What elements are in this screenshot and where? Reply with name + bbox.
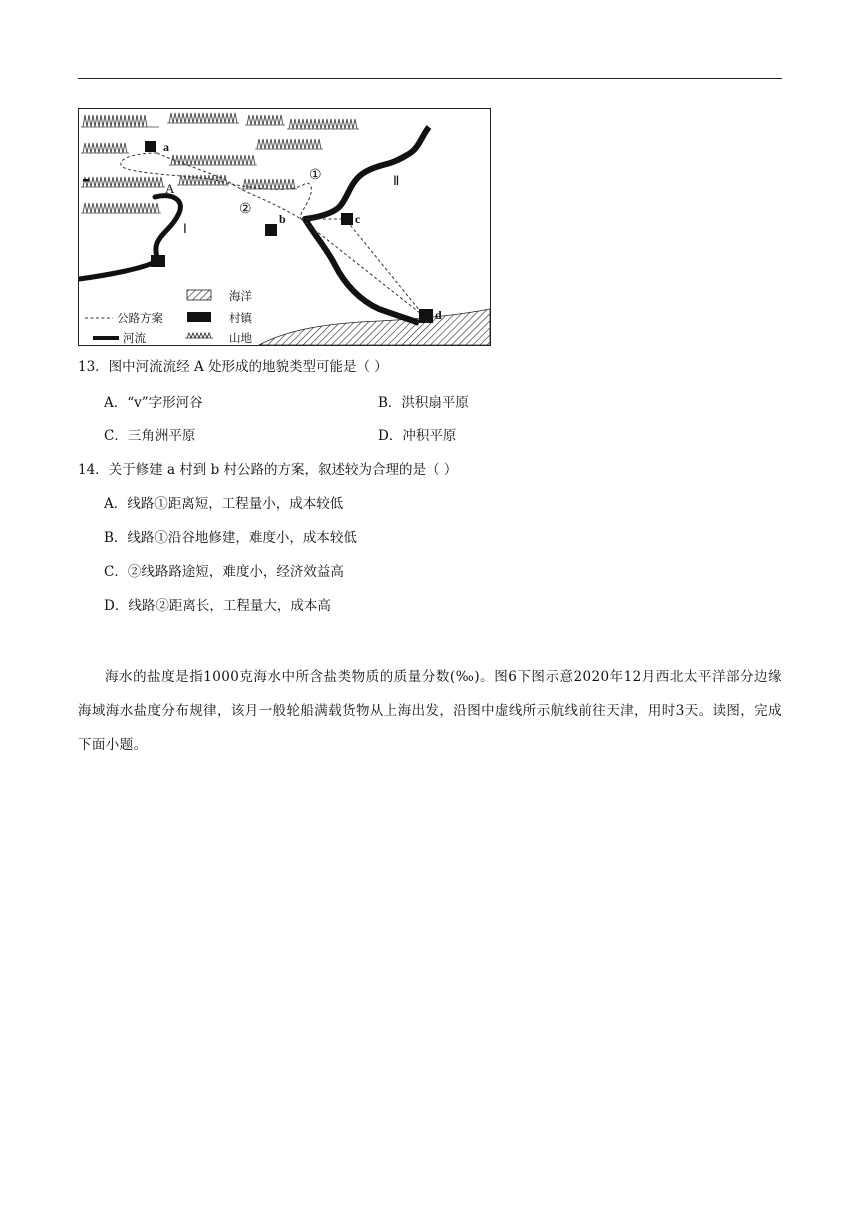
legend-road-label: 公路方案 xyxy=(117,313,163,325)
q13-option-c: C．三角洲平原 xyxy=(104,428,196,444)
label-region-2: Ⅱ xyxy=(393,173,400,188)
legend-village-label: 村镇 xyxy=(229,313,252,325)
question-13-stem: 13．图中河流流经 A 处形成的地貌类型可能是（ ） xyxy=(78,359,388,375)
salinity-passage-text: 海水的盐度是指1000克海水中所含盐类物质的质量分数(‰)。图6下图示意2020年12月西北太平洋部分边缘海域海水盐度分布规律，该月一般轮船满载货物从上海出发，沿图中虚线所示航线前往天津，用时3天。读图，完成下面小题。 xyxy=(78,669,782,753)
q14-option-d: D．线路②距离长，工程量大，成本高 xyxy=(104,598,331,614)
q14-option-b: B．线路①沿谷地修建，难度小，成本较低 xyxy=(104,530,357,546)
legend-river-label: 河流 xyxy=(123,333,146,345)
header-rule xyxy=(78,78,782,79)
label-region-1: Ⅰ xyxy=(183,221,187,236)
q13-option-b: B．洪积扇平原 xyxy=(378,395,469,411)
label-a: a xyxy=(163,140,169,154)
river-right xyxy=(305,127,429,323)
label-route-1: ① xyxy=(309,168,322,183)
legend-mountain-label: 山地 xyxy=(229,333,252,345)
salinity-passage xyxy=(78,660,782,762)
village-a xyxy=(145,141,156,152)
label-b: b xyxy=(279,212,286,226)
label-A: A xyxy=(165,181,175,196)
label-c: c xyxy=(355,212,361,226)
label-d: d xyxy=(435,308,442,322)
village-c xyxy=(341,213,353,225)
q14-option-c: C．②线路路途短，难度小，经济效益高 xyxy=(104,564,344,580)
village-b xyxy=(265,224,277,236)
q13-option-d: D．冲积平原 xyxy=(378,428,457,444)
village-d xyxy=(419,309,433,323)
ocean-area xyxy=(259,309,490,345)
mountain-symbols xyxy=(81,113,359,213)
q14-option-a: A．线路①距离短，工程量小，成本较低 xyxy=(104,496,344,512)
map-legend xyxy=(85,289,253,345)
legend-ocean-label: 海洋 xyxy=(229,291,252,303)
label-route-2: ② xyxy=(239,202,252,217)
question-14-stem: 14．关于修建 a 村到 b 村公路的方案，叙述较为合理的是（ ） xyxy=(78,462,458,478)
route-map-figure xyxy=(78,108,491,346)
q13-option-a: A．“v”字形河谷 xyxy=(104,395,203,411)
